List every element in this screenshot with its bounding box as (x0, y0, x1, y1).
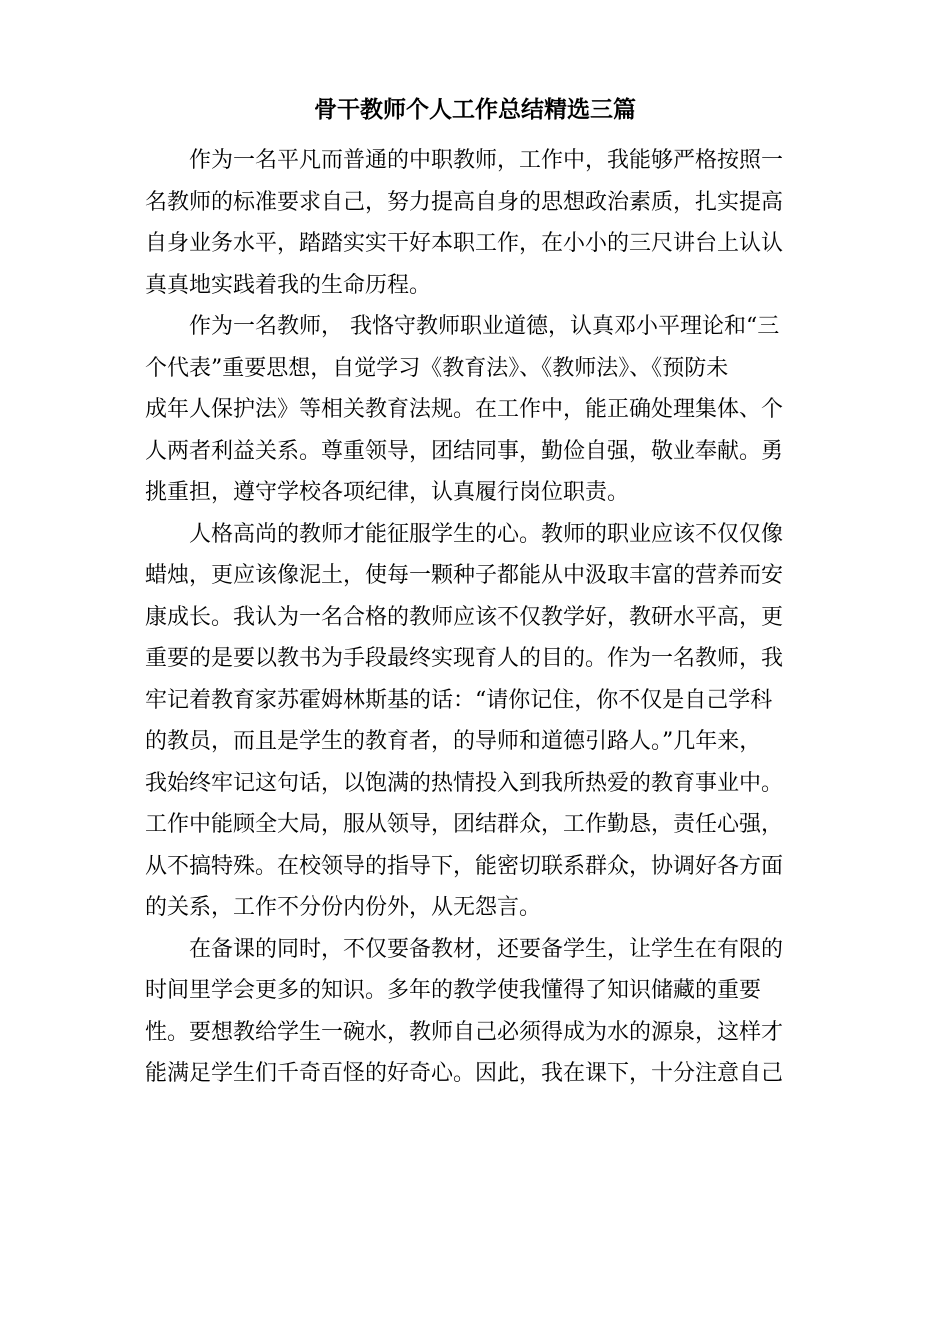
paragraph-line: 牢记着教育家苏霍姆林斯基的话：“请你记住，你不仅是自己学科 (145, 687, 773, 713)
paragraph-line: 性。要想教给学生一碗水，教师自己必须得成为水的源泉，这样才 (145, 1019, 784, 1045)
paragraph-line: 康成长。我认为一名合格的教师应该不仅教学好，教研水平高，更 (145, 604, 784, 630)
paragraph-4 (145, 929, 807, 1095)
paragraph-line: 时间里学会更多的知识。多年的教学使我懂得了知识储藏的重要 (145, 978, 762, 1003)
paragraph-line: 人格高尚的教师才能征服学生的心。教师的职业应该不仅仅像 (189, 521, 784, 547)
paragraph-line: 重要的是要以教书为手段最终实现育人的目的。作为一名教师，我 (145, 646, 784, 671)
document-title: 骨干教师个人工作总结精选三篇 (314, 97, 636, 123)
paragraph-line: 作为一名平凡而普通的中职教师，工作中，我能够严格按照一 (189, 148, 784, 173)
paragraph-2 (145, 306, 807, 514)
paragraph-line: 蜡烛，更应该像泥土，使每一颗种子都能从中汲取丰富的营养而安 (145, 563, 784, 588)
paragraph-1 (145, 140, 807, 306)
paragraph-line: 挑重担，遵守学校各项纪律，认真履行岗位职责。 (145, 480, 630, 505)
paragraph-line: 成年人保护法》等相关教育法规。在工作中，能正确处理集体、个 (145, 397, 784, 422)
paragraph-line: 个代表”重要思想，自觉学习《教育法》、《教师法》、《预防未 (145, 355, 729, 381)
paragraph-line: 从不搞特殊。在校领导的指导下，能密切联系群众，协调好各方面 (145, 853, 784, 879)
paragraph-line: 作为一名教师， 我恪守教师职业道德，认真邓小平理论和“三 (189, 314, 780, 339)
paragraph-line: 名教师的标准要求自己，努力提高自身的思想政治素质，扎实提高 (145, 189, 784, 215)
paragraph-line: 真真地实践着我的生命历程。 (145, 272, 432, 298)
paragraph-line: 在备课的同时，不仅要备教材，还要备学生，让学生在有限的 (189, 936, 784, 962)
paragraph-line: 能满足学生们千奇百怪的好奇心。因此，我在课下，十分注意自己 (145, 1061, 784, 1086)
paragraph-line: 工作中能顾全大局，服从领导，团结群众，工作勤恳，责任心强， (145, 812, 784, 837)
paragraph-3 (145, 514, 807, 929)
paragraph-line: 的教员，而且是学生的教育者，的导师和道德引路人。”几年来， (145, 729, 762, 754)
document-body (145, 140, 807, 1095)
paragraph-line: 自身业务水平，踏踏实实干好本职工作，在小小的三尺讲台上认认 (145, 231, 784, 256)
paragraph-line: 的关系，工作不分份内份外，从无怨言。 (145, 895, 542, 920)
paragraph-line: 我始终牢记这句话，以饱满的热情投入到我所热爱的教育事业中。 (145, 770, 784, 796)
paragraph-line: 人两者利益关系。尊重领导，团结同事，勤俭自强，敬业奉献。勇 (145, 438, 784, 464)
